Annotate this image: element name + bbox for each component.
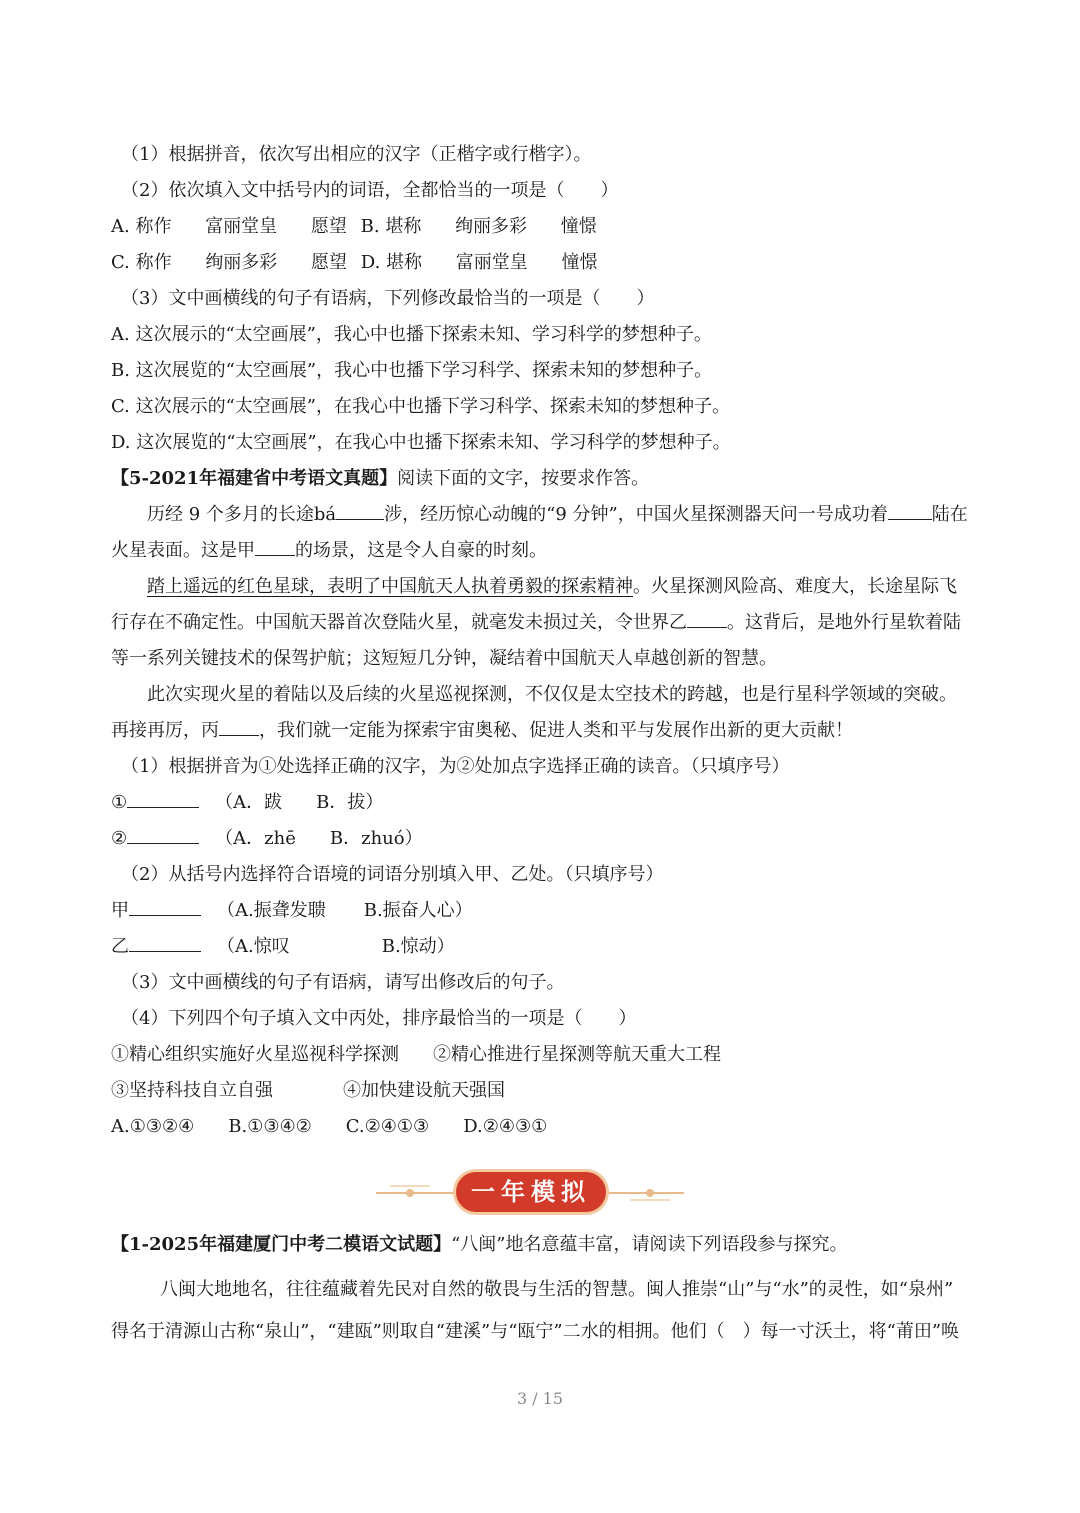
passage-line <box>147 574 971 600</box>
order-options-row <box>111 1114 971 1140</box>
answer-label: 甲 <box>111 900 129 921</box>
passage-text: 历经 9 个多月的长途bá <box>147 504 337 525</box>
passage-line <box>111 718 971 744</box>
choice-a: A. 这次展示的“太空画展”，我心中也播下探索未知、学习科学的梦想种子。 <box>111 324 712 345</box>
question-1-instruction: “八闽”地名意蕴丰富，请阅读下列语段参与探究。 <box>451 1234 848 1255</box>
option-a-word3: 愿望 <box>310 216 347 237</box>
option-text: B.振奋人心） <box>363 900 473 921</box>
option-b-word1: B. 堪称 <box>360 216 422 237</box>
question-sub1: （1）根据拼音，依次写出相应的汉字（正楷字或行楷字）。 <box>121 144 592 165</box>
question-5-sub1: （1）根据拼音为①处选择正确的汉字，为②处加点字选择正确的读音。（只填序号） <box>121 756 790 777</box>
sentence-row <box>111 1042 971 1068</box>
option-text: （A.振聋发聩 <box>217 900 326 921</box>
order-option-d: D.②④③① <box>463 1116 548 1137</box>
order-option-a: A.①③②④ <box>111 1116 195 1137</box>
order-option-c: C.②④①③ <box>345 1116 430 1137</box>
passage-line <box>147 502 971 528</box>
passage-line <box>111 538 971 564</box>
passage-text: 。火星探测风险高、难度大，长途星际飞 <box>633 576 957 597</box>
question-sub3: （3）文中画横线的句子有语病，下列修改最恰当的一项是（ ） <box>121 288 655 309</box>
option-b-word3: 憧憬 <box>560 216 597 237</box>
question-sub2: （2）依次填入文中括号内的词语，全都恰当的一项是（ ） <box>121 180 619 201</box>
question-5-heading <box>111 466 971 492</box>
passage-line: 八闽大地地名，往往蕴藏着先民对自然的敬畏与生活的智慧。闽人推崇“山”与“水”的灵性，如“泉州” <box>160 1279 954 1300</box>
option-text: B．zhuó） <box>329 828 423 849</box>
underlined-sentence: 踏上遥远的红色星球，表明了中国航天人执着勇毅的探索精神 <box>147 576 633 597</box>
sentence-option: ④加快建设航天强国 <box>343 1080 505 1101</box>
answer-row <box>111 790 971 816</box>
sentence-option: ③坚持科技自立自强 <box>111 1080 273 1101</box>
question-5-sub2: （2）从括号内选择符合语境的词语分别填入甲、乙处。（只填序号） <box>121 864 664 885</box>
section-banner-title: 一年模拟 <box>456 1172 606 1212</box>
question-5-sub3: （3）文中画横线的句子有语病，请写出修改后的句子。 <box>121 972 565 993</box>
option-text: B．拔） <box>316 792 384 813</box>
option-b-word2: 绚丽多彩 <box>455 216 528 237</box>
answer-row <box>111 898 971 924</box>
answer-blank-1[interactable] <box>336 502 384 520</box>
option-text: B.惊动） <box>381 936 455 957</box>
sentence-row <box>111 1078 971 1104</box>
option-text: （A．zhē <box>215 828 296 849</box>
passage-text: 火星表面。这是甲 <box>111 540 255 561</box>
question-5-source: 【5-2021年福建省中考语文真题】 <box>111 468 398 489</box>
order-option-b: B.①③④② <box>228 1116 312 1137</box>
sentence-option: ①精心组织实施好火星巡视科学探测 <box>111 1044 399 1065</box>
answer-blank[interactable] <box>129 934 201 952</box>
answer-label: ② <box>111 828 128 849</box>
options-row-ab <box>111 214 971 240</box>
passage-line <box>111 610 971 636</box>
option-d-word3: 憧憬 <box>561 252 598 273</box>
answer-blank[interactable] <box>127 790 199 808</box>
answer-row <box>111 934 971 960</box>
question-5-sub4: （4）下列四个句子填入文中丙处，排序最恰当的一项是（ ） <box>121 1008 637 1029</box>
question-1-heading <box>111 1232 971 1258</box>
sentence-option: ②精心推进行星探测等航天重大工程 <box>433 1044 721 1065</box>
options-row-cd <box>111 250 971 276</box>
passage-text: 再接再厉，丙 <box>111 720 219 741</box>
option-d-word2: 富丽堂皇 <box>455 252 528 273</box>
option-c-word3: 愿望 <box>311 252 348 273</box>
passage-text: 陆在 <box>931 504 968 525</box>
option-text: （A.惊叹 <box>217 936 290 957</box>
option-text: （A．跋 <box>215 792 283 813</box>
option-c-word2: 绚丽多彩 <box>205 252 278 273</box>
option-a-word1: A. 称作 <box>111 216 172 237</box>
answer-blank-jia[interactable] <box>255 538 295 556</box>
passage-text: 行存在不确定性。中国航天器首次登陆火星，就毫发未损过关，令世界乙 <box>111 612 687 633</box>
answer-label: ① <box>111 792 128 813</box>
question-5-instruction: 阅读下面的文字，按要求作答。 <box>397 468 650 489</box>
page-number: 3 / 15 <box>516 1389 564 1408</box>
answer-blank-bing[interactable] <box>219 718 259 736</box>
option-a-word2: 富丽堂皇 <box>205 216 278 237</box>
passage-text: 涉，经历惊心动魄的“9 分钟”，中国火星探测器天问一号成功着 <box>384 504 888 525</box>
answer-blank-2[interactable] <box>888 502 932 520</box>
passage-text: ，我们就一定能为探索宇宙奥秘、促进人类和平与发展作出新的更大贡献！ <box>259 720 853 741</box>
answer-blank[interactable] <box>129 898 201 916</box>
passage-line: 等一系列关键技术的保驾护航；这短短几分钟，凝结着中国航天人卓越创新的智慧。 <box>111 648 777 669</box>
passage-line: 此次实现火星的着陆以及后续的火星巡视探测，不仅仅是太空技术的跨越，也是行星科学领域的突破。 <box>147 684 957 705</box>
option-d-word1: D. 堪称 <box>360 252 423 273</box>
answer-blank-yi[interactable] <box>687 610 727 628</box>
question-1-source: 【1-2025年福建厦门中考二模语文试题】 <box>111 1234 452 1255</box>
passage-text: 。这背后，是地外行星软着陆 <box>727 612 961 633</box>
answer-row <box>111 826 971 852</box>
choice-d: D. 这次展览的“太空画展”，在我心中也播下探索未知、学习科学的梦想种子。 <box>111 432 731 453</box>
answer-label: 乙 <box>111 936 129 957</box>
answer-blank[interactable] <box>127 826 199 844</box>
passage-text: 的场景，这是令人自豪的时刻。 <box>295 540 547 561</box>
choice-b: B. 这次展览的“太空画展”，我心中也播下学习科学、探索未知的梦想种子。 <box>111 360 713 381</box>
passage-line: 得名于清源山古称“泉山”，“建瓯”则取自“建溪”与“瓯宁”二水的相拥。他们（ ）每一寸沃土，将“莆田”唤 <box>111 1321 960 1342</box>
option-c-word1: C. 称作 <box>111 252 172 273</box>
choice-c: C. 这次展示的“太空画展”，在我心中也播下学习科学、探索未知的梦想种子。 <box>111 396 730 417</box>
